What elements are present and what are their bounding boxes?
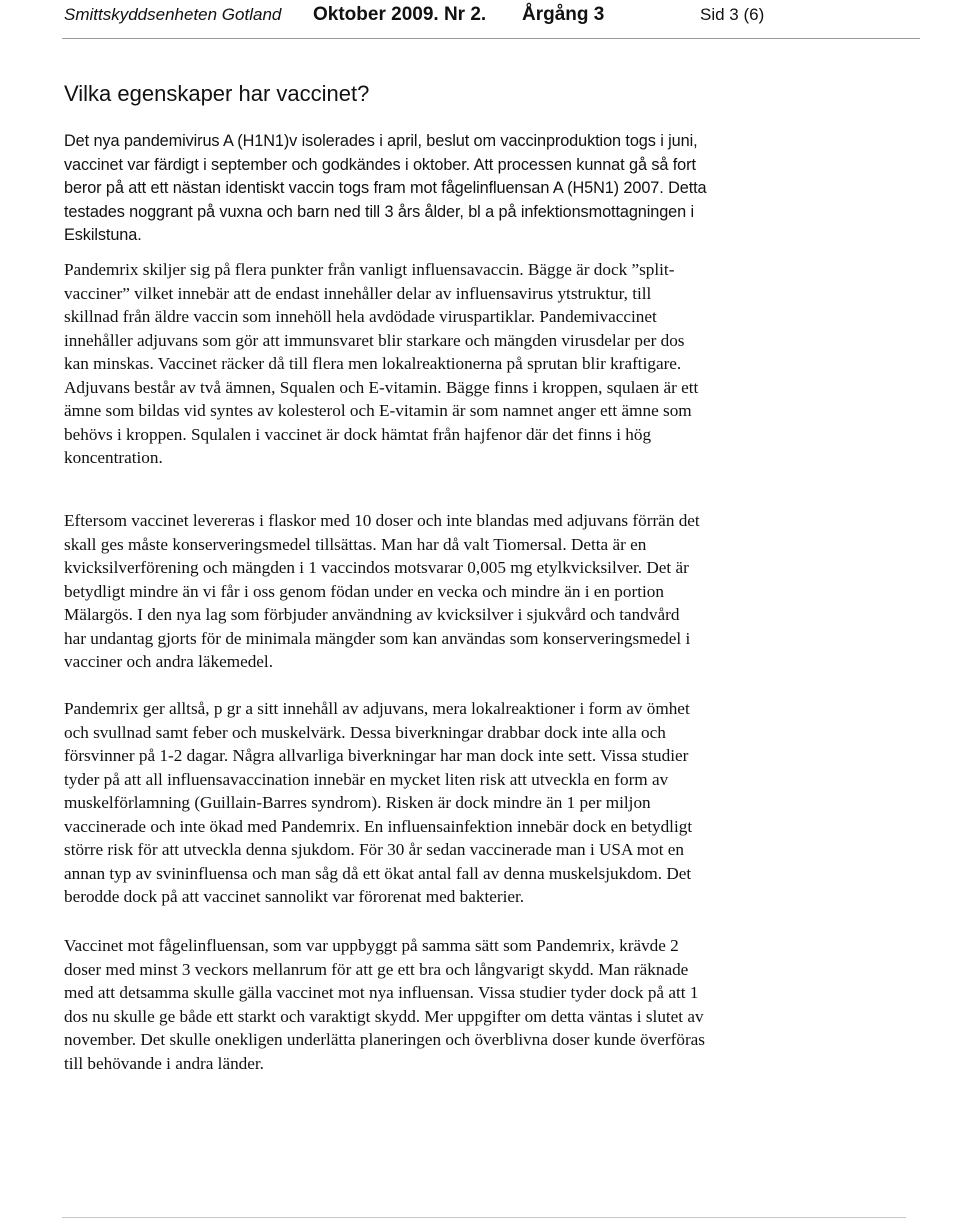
text-line: har undantag gjorts för de minimala mängder som kan användas som konserveringsmedel i xyxy=(64,628,691,648)
text-line: Pandemrix ger alltså, p gr a sitt innehåll av adjuvans, mera lokalreaktioner i form av ömhet xyxy=(64,699,690,718)
text-line: vacciner” vilket innebär att de endast innehåller delar av influensavirus ytstruktur, till xyxy=(64,283,652,303)
text-line: testades noggrant på vuxna och barn ned till 3 års ålder, bl a på infektionsmottagningen i xyxy=(64,202,695,221)
text-line: vacciner och andra läkemedel. xyxy=(64,652,273,671)
text-line: skall ges måste konserveringsmedel tillsättas. Man har då valt Tiomersal. Detta är en xyxy=(64,534,647,554)
text-line: berodde dock på att vaccinet sannolikt var förorenat med bakterier. xyxy=(64,887,525,906)
text-line: dos nu skulle ge både ett starkt och varaktigt skydd. Mer uppgifter om detta väntas i slutet av xyxy=(64,1006,704,1026)
text-line: kan minskas. Vaccinet räcker då till flera men lokalreaktionerna på sprutan blir kraftigare. xyxy=(64,354,682,373)
text-line: Det nya pandemivirus A (H1N1)v isolerades i april, beslut om vaccinproduktion togs i juni, xyxy=(64,132,698,150)
text-line: större risk för att utveckla denna sjukdom. För 30 år sedan vaccinerade man i USA mot en xyxy=(64,840,685,859)
text-line: vaccinet var färdigt i september och godkändes i oktober. Att processen kunnat gå så fort xyxy=(64,155,696,174)
text-line: skillnad från äldre vaccin som innehöll hela avdödade viruspartiklar. Pandemivaccinet xyxy=(64,307,657,326)
text-line: muskelförlamning (Guillain-Barres syndrom). Risken är dock mindre än 1 per miljon xyxy=(64,793,651,812)
text-line: försvinner på 1-2 dagar. Några allvarliga biverkningar har man dock inte sett. Vissa studier xyxy=(64,746,689,765)
text-line: november. Det skulle onekligen underlätta planeringen och överblivna doser kunde överföras xyxy=(64,1030,705,1049)
text-line: betydligt mindre än vi får i oss genom födan under en vecka och mindre än i en portion xyxy=(64,581,664,601)
text-line: annan typ av svininfluensa och man såg då ett ökat antal fall av denna muskelsjukdom. Det xyxy=(64,863,692,883)
text-line: Adjuvans består av två ämnen, Squalen och E-vitamin. Bägge finns i kroppen, squlaen är ett xyxy=(64,377,699,397)
header-divider xyxy=(62,38,920,39)
paragraph xyxy=(64,130,864,248)
paragraph xyxy=(64,258,864,470)
footer-divider xyxy=(62,1217,906,1218)
text-line: beror på att ett nästan identiskt vaccin togs fram mot fågelinfluensan A (H5N1) 2007. Detta xyxy=(64,179,707,197)
text-line: ämne som bildas vid syntes av kolesterol och E-vitamin är som namnet anger ett ämne som xyxy=(64,401,692,420)
text-line: Vaccinet mot fågelinfluensan, som var uppbyggt på samma sätt som Pandemrix, krävde 2 xyxy=(64,936,679,955)
text-line: vaccinerade och inte ökad med Pandemrix. En influensainfektion innebär dock en betydligt xyxy=(64,816,693,836)
header-page-number: Sid 3 (6) xyxy=(700,5,765,24)
paragraph xyxy=(64,934,864,1075)
text-line: koncentration. xyxy=(64,448,163,467)
text-line: doser med minst 3 veckors mellanrum för att ge ett bra och långvarigt skydd. Man räknade xyxy=(64,959,689,979)
text-line: innehåller adjuvans som gör att immunsvaret blir starkare och mängden virusdelar per dos xyxy=(64,330,685,350)
page-header xyxy=(64,4,864,26)
header-organization: Smittskyddsenheten Gotland xyxy=(64,5,282,24)
text-line: kvicksilverförening och mängden i 1 vaccindos motsvarar 0,005 mg etylkvicksilver. Det är xyxy=(64,558,689,577)
paragraph xyxy=(64,697,864,909)
text-line: behövs i kroppen. Squlalen i vaccinet är dock hämtat från hajfenor där det finns i hög xyxy=(64,424,652,444)
text-line: tyder på att all influensavaccination innebär en mycket liten risk att utveckla en form av xyxy=(64,769,669,789)
paragraph xyxy=(64,509,864,674)
text-line: till behövande i andra länder. xyxy=(64,1053,264,1073)
text-line: Mälargös. I den nya lag som förbjuder användning av kvicksilver i sjukvård och tandvård xyxy=(64,605,680,624)
text-line: Eskilstuna. xyxy=(64,226,142,244)
header-volume: Årgång 3 xyxy=(522,4,605,25)
article-title: Vilka egenskaper har vaccinet? xyxy=(64,81,370,106)
text-line: med att detsamma skulle gälla vaccinet mot nya influensan. Vissa studier tyder dock på att 1 xyxy=(64,983,699,1002)
text-line: Eftersom vaccinet levereras i flaskor med 10 doser och inte blandas med adjuvans förrän det xyxy=(64,511,700,530)
text-line: och svullnad samt feber och muskelvärk. Dessa biverkningar drabbar dock inte alla och xyxy=(64,722,666,742)
header-issue: Oktober 2009. Nr 2. xyxy=(313,4,487,25)
text-line: Pandemrix skiljer sig på flera punkter från vanligt influensavaccin. Bägge är dock ”split- xyxy=(64,260,675,279)
